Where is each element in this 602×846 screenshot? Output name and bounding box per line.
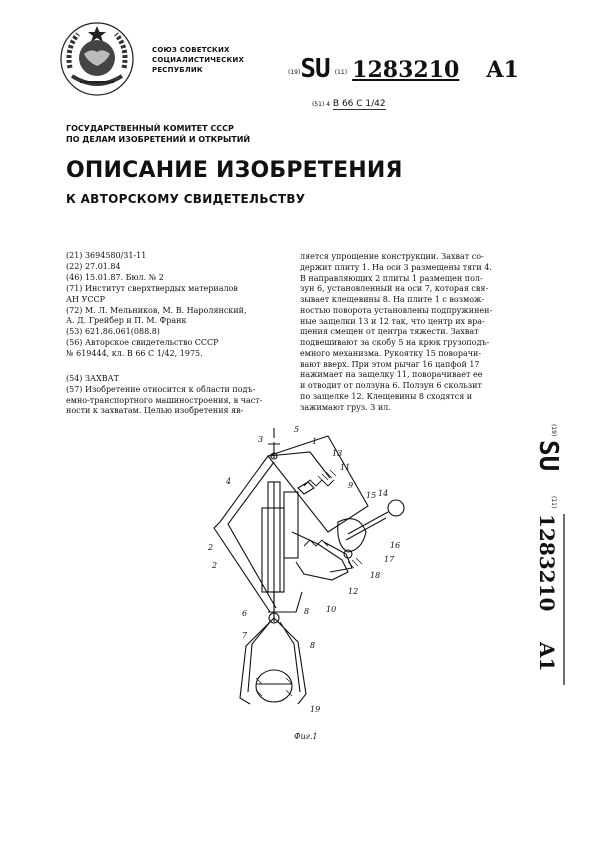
biblio-line: (21) 3694580/31-11 — [66, 251, 147, 260]
figure-label: 11 — [340, 463, 351, 472]
figure-caption: Фиг.1 — [294, 732, 318, 741]
abstract-line: нажимает на защелку 11, поворачивает ее — [300, 370, 483, 380]
figure-label: 1 — [312, 437, 318, 446]
abstract-line: зун 6, установленный на оси 7, которая свя- — [300, 284, 489, 294]
figure-label: 13 — [332, 449, 343, 458]
number-code: (11) — [334, 69, 348, 76]
committee-line: ПО ДЕЛАМ ИЗОБРЕТЕНИЙ И ОТКРЫТИЙ — [66, 135, 251, 144]
ipc-value: В 66 С 1/42 — [332, 99, 386, 109]
figure-label: 15 — [366, 491, 377, 500]
ussr-emblem — [56, 18, 138, 100]
figure-label: 17 — [384, 555, 395, 564]
gripper-drawing — [198, 422, 414, 732]
patent-number: 1283210 — [352, 57, 460, 83]
abstract-line: ляется упрощение конструкции. Захват со- — [300, 252, 484, 261]
ipc-classification — [312, 99, 386, 109]
abstract-line: ные защелки 13 и 12 так, что центр их вра- — [300, 316, 485, 326]
figure-label: 6 — [242, 609, 248, 618]
figure-label: 14 — [378, 489, 389, 498]
figure-label: 10 — [326, 605, 337, 614]
abstract-right — [300, 252, 544, 413]
side-patent-id — [528, 420, 568, 690]
figure-label: 2 — [212, 561, 218, 570]
figure-label: 2 — [208, 543, 214, 552]
biblio-line: (22) 27.01.84 — [66, 261, 121, 271]
abstract-line: зажимают груз. 3 ил. — [300, 402, 391, 412]
figure-label: 16 — [390, 541, 401, 550]
abstract-line: (57) Изобретение относится к области подъ- — [66, 384, 256, 394]
figure-label: 12 — [348, 587, 359, 596]
figure-label: 7 — [242, 631, 248, 640]
abstract-line: зывает клещевины 8. На плите 1 с возмож- — [300, 295, 485, 304]
abstract-line: держит плиту 1. На оси 3 размещены тяги 4. — [300, 262, 492, 272]
committee — [66, 123, 250, 145]
biblio-line: (53) 621.86.061(088.8) — [66, 327, 160, 337]
figure-label: 9 — [348, 481, 354, 490]
kind-code: A1 — [486, 57, 519, 83]
bibliographic-data — [66, 251, 292, 360]
biblio-line: № 619444, кл. В 66 С 1/42, 1975. — [66, 349, 203, 359]
abstract-line: емного механизма. Рукоятку 15 поворачи- — [300, 348, 482, 358]
union-line: СОЮЗ СОВЕТСКИХ — [152, 46, 230, 54]
union-line: СОЦИАЛИСТИЧЕСКИХ — [152, 56, 245, 64]
side-patent-number: 1283210 — [535, 514, 559, 612]
union-name — [152, 45, 244, 75]
committee-line: ГОСУДАРСТВЕННЫЙ КОМИТЕТ СССР — [66, 124, 234, 133]
biblio-line: (72) М. Л. Мельников, М. В. Наролянский, — [66, 305, 247, 315]
figure-label: 18 — [370, 571, 381, 580]
biblio-line: (56) Авторское свидетельство СССР — [66, 338, 219, 348]
side-number-code: (11) — [550, 496, 557, 509]
figure-label: 4 — [226, 477, 232, 486]
ipc-code: (51) 4 — [312, 101, 331, 108]
biblio-line: (71) Институт сверхтвердых материалов — [66, 283, 238, 293]
country-code: (19) — [288, 69, 301, 76]
abstract-line: ностью поворота установлены подпружинен- — [300, 305, 493, 315]
biblio-line: АН УССР — [66, 294, 105, 304]
figure-label: 3 — [258, 435, 264, 444]
abstract-left — [66, 374, 292, 417]
biblio-line: А. Д. Грейбер и П. М. Франк — [66, 316, 187, 326]
biblio-line: (46) 15.01.87. Бюл. № 2 — [66, 272, 164, 282]
side-country: SU — [533, 440, 563, 472]
figure-label: 5 — [294, 425, 300, 434]
document-subtitle: К АВТОРСКОМУ СВИДЕТЕЛЬСТВУ — [66, 192, 306, 206]
abstract-line: вают вверх. При этом рычаг 16 цапфой 17 — [300, 359, 480, 369]
abstract-line: ности к захватам. Целью изобретения яв- — [66, 406, 244, 416]
patent-id-header — [288, 54, 519, 84]
side-kind: A1 — [535, 642, 559, 672]
figure-label: 8 — [304, 607, 310, 616]
abstract-line: щения смещен от центра тяжести. Захват — [300, 327, 479, 337]
abstract-line: подвешивают за скобу 5 на крюк грузоподъ- — [300, 338, 490, 347]
union-line: РЕСПУБЛИК — [152, 66, 203, 74]
abstract-line: (54) ЗАХВАТ — [66, 374, 119, 383]
side-country-code: (19) — [550, 424, 557, 437]
abstract-line: емно-транспортного машиностроения, в част- — [66, 395, 263, 405]
figure-label: 8 — [310, 641, 316, 650]
country: SU — [300, 54, 330, 84]
abstract-line: В направляющих 2 плиты 1 размещен пол- — [300, 273, 483, 283]
document-title: ОПИСАНИЕ ИЗОБРЕТЕНИЯ — [66, 158, 403, 183]
abstract-line: и отводит от ползуна 6. Ползун 6 скользит — [300, 381, 482, 390]
abstract-line: по защелке 12. Клещевины 8 сходятся и — [300, 391, 473, 401]
figure-label: 19 — [310, 705, 321, 714]
